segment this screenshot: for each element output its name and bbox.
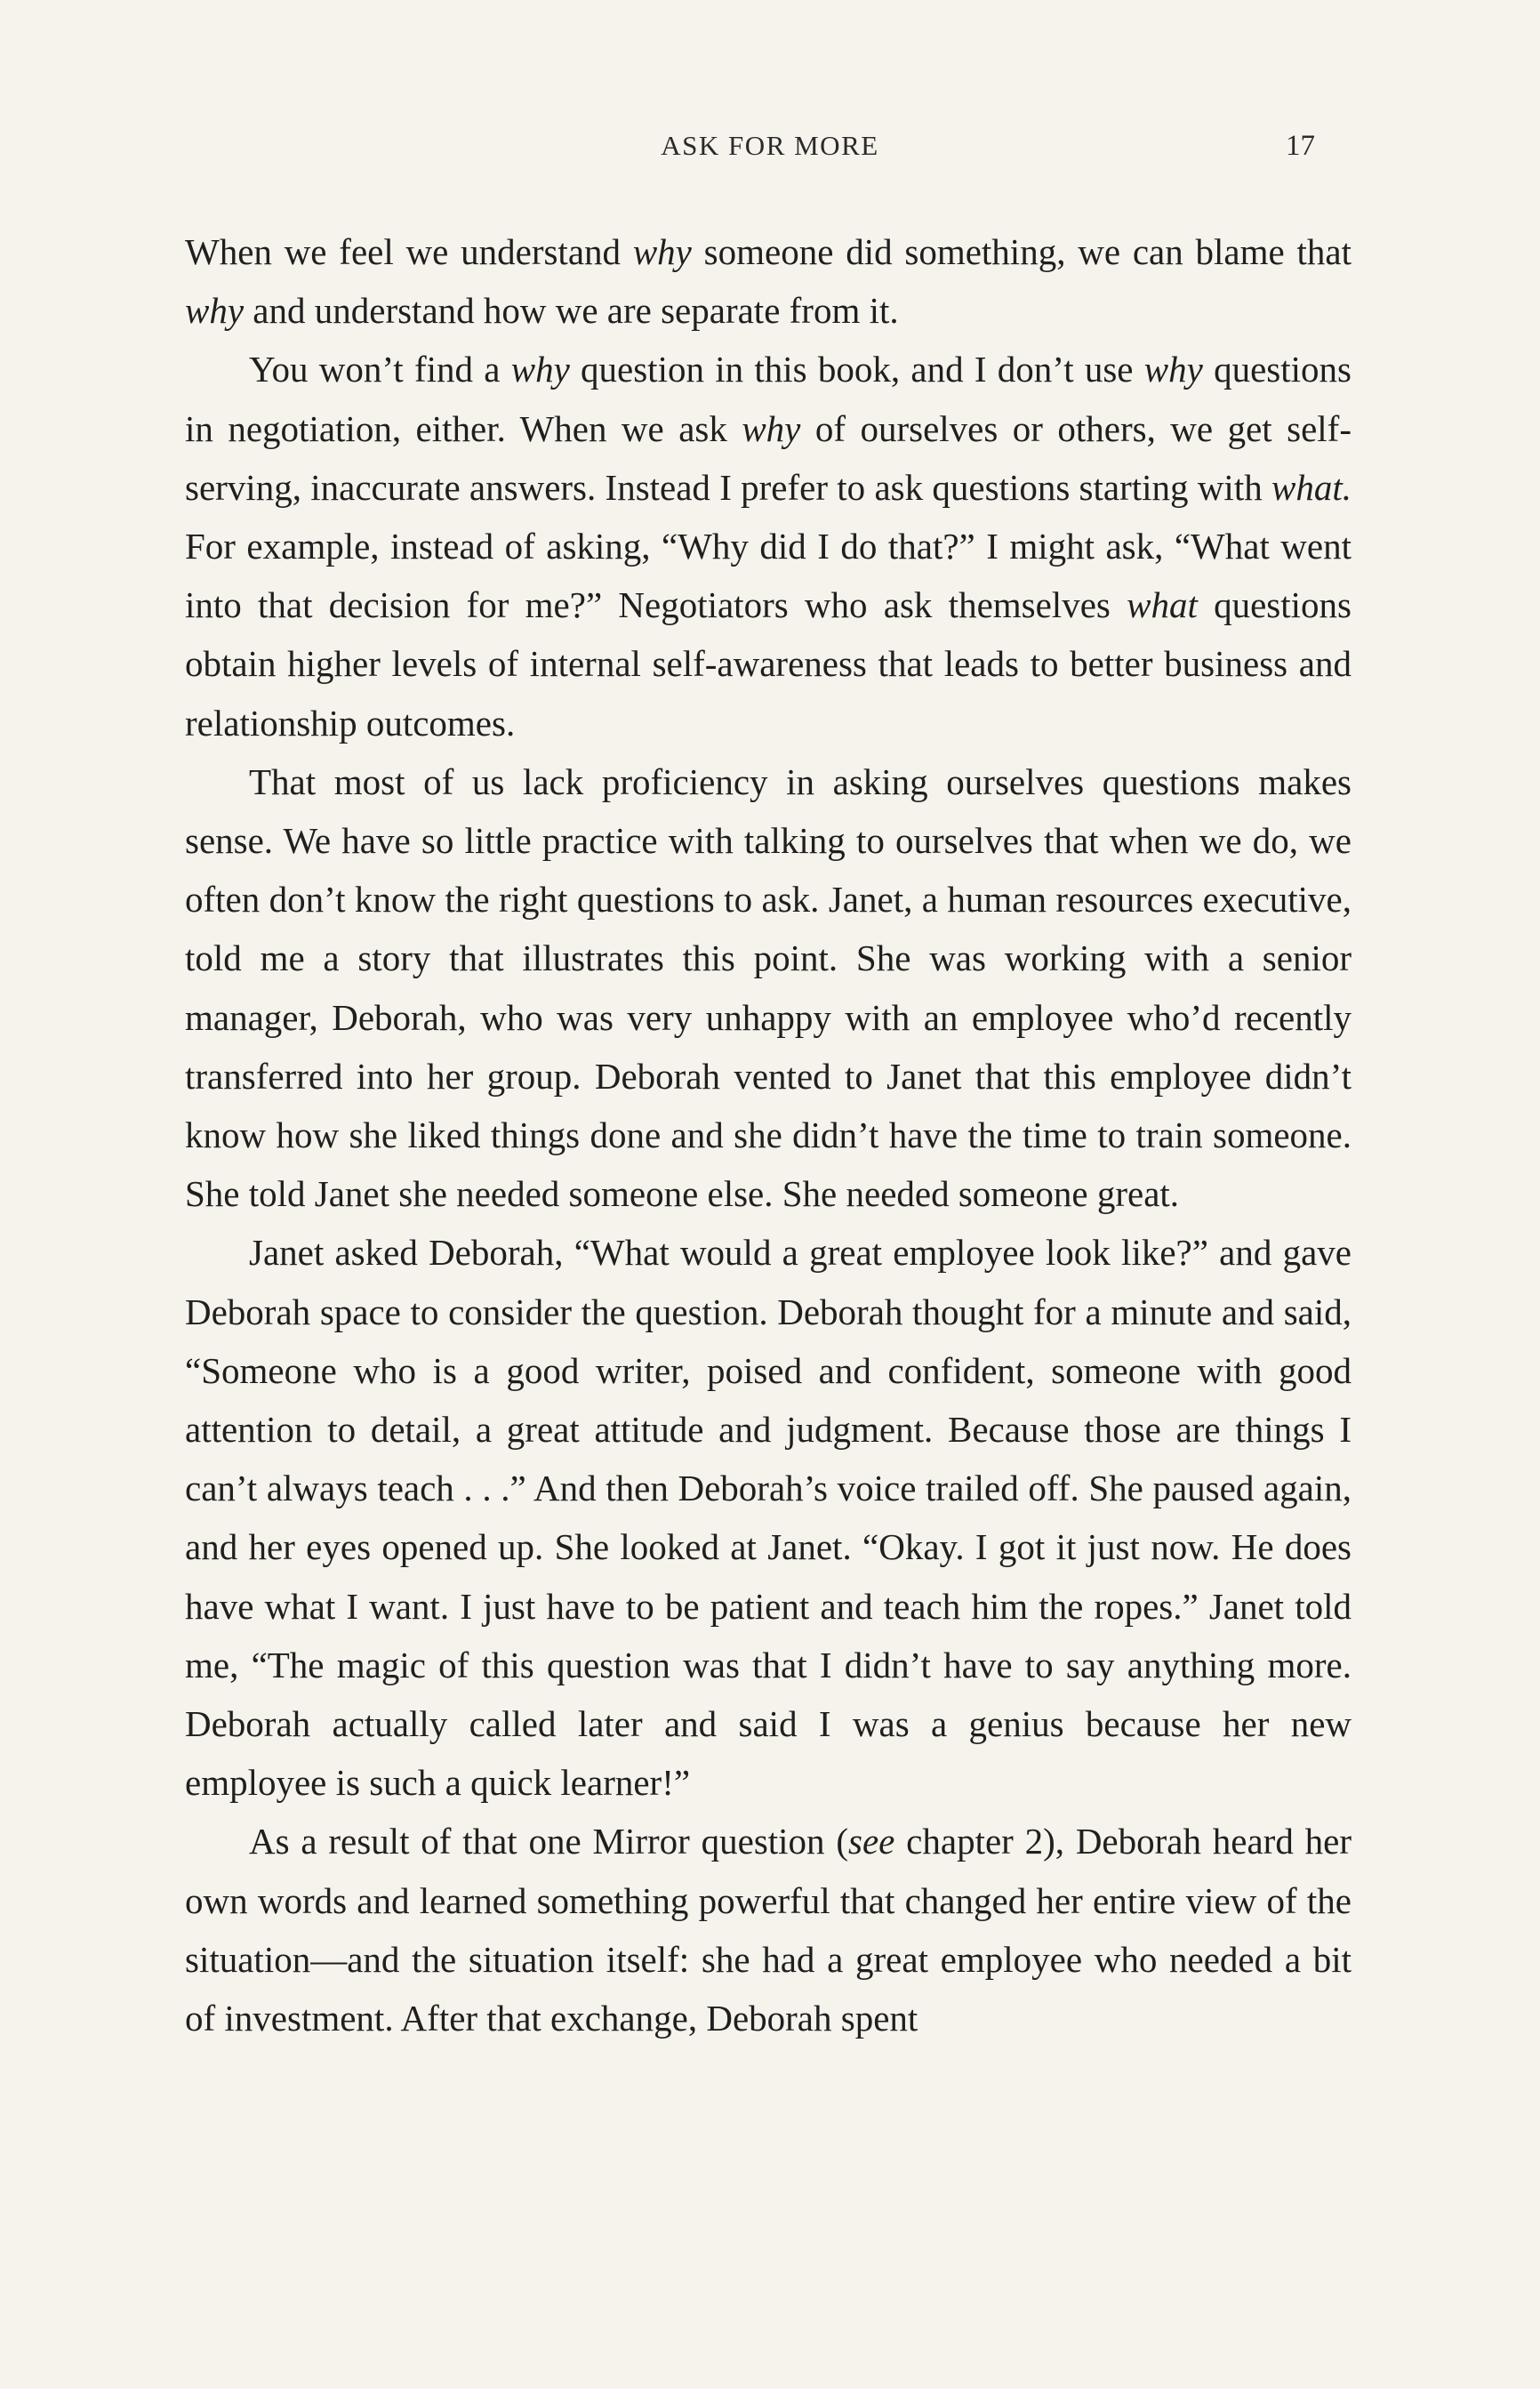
text-run: and understand how we are separate from it. — [244, 290, 899, 332]
paragraph-5 — [185, 1812, 1352, 2047]
running-title: ASK FOR MORE — [661, 130, 879, 161]
text-run: Janet asked Deborah, “What would a great employee look like?” and gave Deborah space to consider the question. Deborah thought for a minute and said, “Someone who is a good writer, poised and confident, someone with good attention to detail, a great attitude and judgment. Because those are things I can’t always teach . . .” And then Deborah’s voice trailed off. She paused again, and her eyes opened up. She looked at Janet. “Okay. I got it just now. He does have what I want. I just have to be patient and teach him the ropes.” Janet told me, “The magic of this question was that I didn’t have to say anything more. Deborah actually called later and said I was a genius because her new employee is such a quick learner!” — [185, 1232, 1352, 1804]
page-number: 17 — [1286, 130, 1315, 162]
text-run: question in this book, and I don’t use — [569, 349, 1144, 390]
paragraph-1 — [185, 222, 1352, 340]
text-run: You won’t find a — [249, 349, 511, 390]
text-run: For example, instead of asking, “Why did I do that?” I might ask, “What went into that decision for me?” Negotiators who ask themselves — [185, 526, 1352, 626]
text-run: When we feel we understand — [185, 231, 633, 272]
text-run: questions in negotiation, either. When we ask — [185, 349, 1352, 449]
text-run: of ourselves or others, we get self-serving, inaccurate answers. Instead I prefer to ask questions starting with — [185, 407, 1352, 508]
running-head — [0, 130, 1540, 165]
italic-text: why — [742, 407, 801, 449]
paragraph-2 — [185, 340, 1352, 752]
italic-text: why — [185, 290, 245, 332]
body-text — [185, 222, 1352, 2047]
text-run: As a result of that one Mirror question ( — [249, 1821, 849, 1862]
paragraph-3 — [185, 752, 1352, 1224]
italic-text: why — [510, 349, 570, 390]
text-run: someone did something, we can blame that — [691, 231, 1352, 272]
italic-text: why — [632, 231, 692, 272]
text-run: chapter 2), Deborah heard her own words and learned something powerful that changed her entire view of the situation—and the situation itself: she had a great employee who needed a bit of investment. After that exchange, Deborah spent — [185, 1821, 1352, 2039]
italic-text: what. — [1271, 466, 1352, 508]
text-run: That most of us lack proficiency in asking ourselves questions makes sense. We have so little practice with talking to ourselves that when we do, we often don’t know the right questions to ask. Janet, a human resources executive, told me a story that illustrates this point. She was working with a senior manager, Deborah, who was very unhappy with an employee who’d recently transferred into her group. Deborah vented to Janet that this employee didn’t know how she liked things done and she didn’t have the time to train someone. She told Janet she needed someone else. She needed someone great. — [185, 760, 1352, 1215]
paragraph-4 — [185, 1223, 1352, 1812]
text-run: questions obtain higher levels of internal self-awareness that leads to better business and relationship outcomes. — [185, 584, 1352, 744]
italic-text: see — [848, 1821, 895, 1862]
italic-text: why — [1143, 349, 1203, 390]
italic-text: what — [1127, 584, 1198, 626]
